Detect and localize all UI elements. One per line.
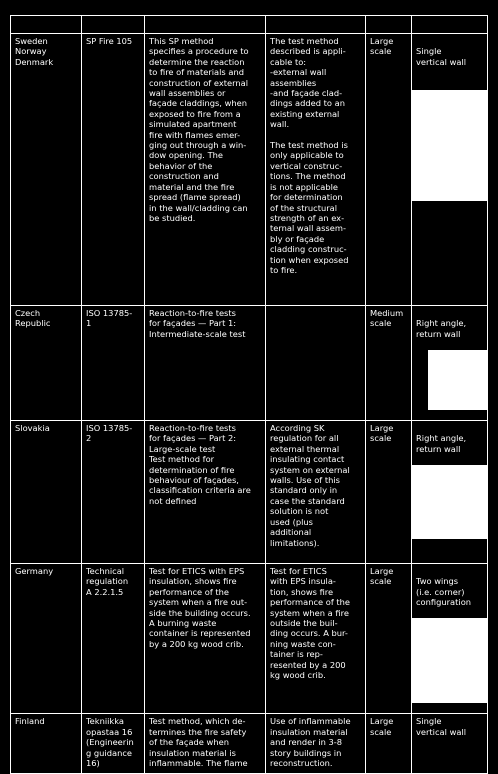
table-row — [11, 421, 488, 564]
configuration-cell — [412, 34, 488, 306]
scale-cell: Medium scale — [366, 306, 412, 421]
applicability-cell: According SK regulation for all external thermal insulating contact system on external walls. Use of this standard only in case the standard solution is not used (plus additional limitations). — [266, 421, 366, 564]
country-cell: Sweden Norway Denmark — [11, 34, 82, 306]
country-cell: Finland — [11, 714, 82, 774]
standard-cell: SP Fire 105 — [82, 34, 145, 306]
description-cell: Reaction-to-fire tests for façades — Part 2: Large-scale test Test method for determination of fire behaviour of façades, classification criteria are not defined — [145, 421, 266, 564]
table-row — [11, 564, 488, 714]
applicability-cell: Test for ETICS with EPS insula- tion, shows fire performance of the system when a fire outside the buil- ding occurs. A bur- ning waste con- tainer is rep- resented by a 200 kg wood crib. — [266, 564, 366, 714]
header-cell — [412, 16, 488, 34]
description-cell: Reaction-to-fire tests for façades — Part 1: Intermediate-scale test — [145, 306, 266, 421]
header-cell — [145, 16, 266, 34]
header-cell — [266, 16, 366, 34]
configuration-cell — [412, 421, 488, 564]
standard-cell: ISO 13785- 1 — [82, 306, 145, 421]
test-setup-image — [412, 465, 487, 539]
scale-cell: Large scale — [366, 421, 412, 564]
standard-cell: Technical regulation A 2.2.1.5 — [82, 564, 145, 714]
configuration-cell — [412, 306, 488, 421]
description-cell: Test method, which de- termines the fire safety of the façade when insulation material is inflammable. The flame — [145, 714, 266, 774]
configuration-cell: Single vertical wall — [412, 714, 488, 774]
facade-test-methods-table — [10, 15, 488, 774]
scale-cell: Large scale — [366, 714, 412, 774]
header-cell — [366, 16, 412, 34]
table-row — [11, 306, 488, 421]
header-cell — [11, 16, 82, 34]
applicability-cell — [266, 306, 366, 421]
description-cell: This SP method specifies a procedure to determine the reaction to fire of materials and construction of external wall assemblies or façade claddings, when exposed to fire from a simulated apartment fire with flames emer- ging out through a win- dow opening. The behavior of the construction and material and the fire spread (flame spread) in the wall/cladding can be studied. — [145, 34, 266, 306]
test-setup-image — [412, 618, 487, 703]
scale-cell: Large scale — [366, 34, 412, 306]
configuration-label: Two wings (i.e. corner) configuration — [416, 576, 472, 608]
applicability-cell: The test method described is appli- cable to: -external wall assemblies -and façade clad- dings added to an existing external wall. The test method is only applicable to vertical construc- tions. The method is not applicable for determination of the structural strength of an ex- ternal wall assem- bly or façade cladding construc- tion when exposed to fire. — [266, 34, 366, 306]
country-cell: Slovakia — [11, 421, 82, 564]
applicability-cell: Use of inflammable insulation material and render in 3-8 story buildings in reconstruction. — [266, 714, 366, 774]
header-cell — [82, 16, 145, 34]
configuration-cell — [412, 564, 488, 714]
standard-cell: Tekniikka opastaa 16 (Engineerin g guidance 16) — [82, 714, 145, 774]
table-header-row — [11, 16, 488, 34]
description-cell: Test for ETICS with EPS insulation, shows fire performance of the system when a fire out- side the building occurs. A burning waste container is represented by a 200 kg wood crib. — [145, 564, 266, 714]
test-setup-image — [412, 90, 487, 201]
standard-cell: ISO 13785- 2 — [82, 421, 145, 564]
scale-cell: Large scale — [366, 564, 412, 714]
country-cell: Germany — [11, 564, 82, 714]
test-setup-image — [428, 350, 487, 410]
table-row — [11, 34, 488, 306]
configuration-label: Right angle, return wall — [416, 433, 467, 454]
configuration-label: Right angle, return wall — [416, 318, 467, 339]
configuration-label: Single vertical wall — [416, 46, 467, 67]
country-cell: Czech Republic — [11, 306, 82, 421]
